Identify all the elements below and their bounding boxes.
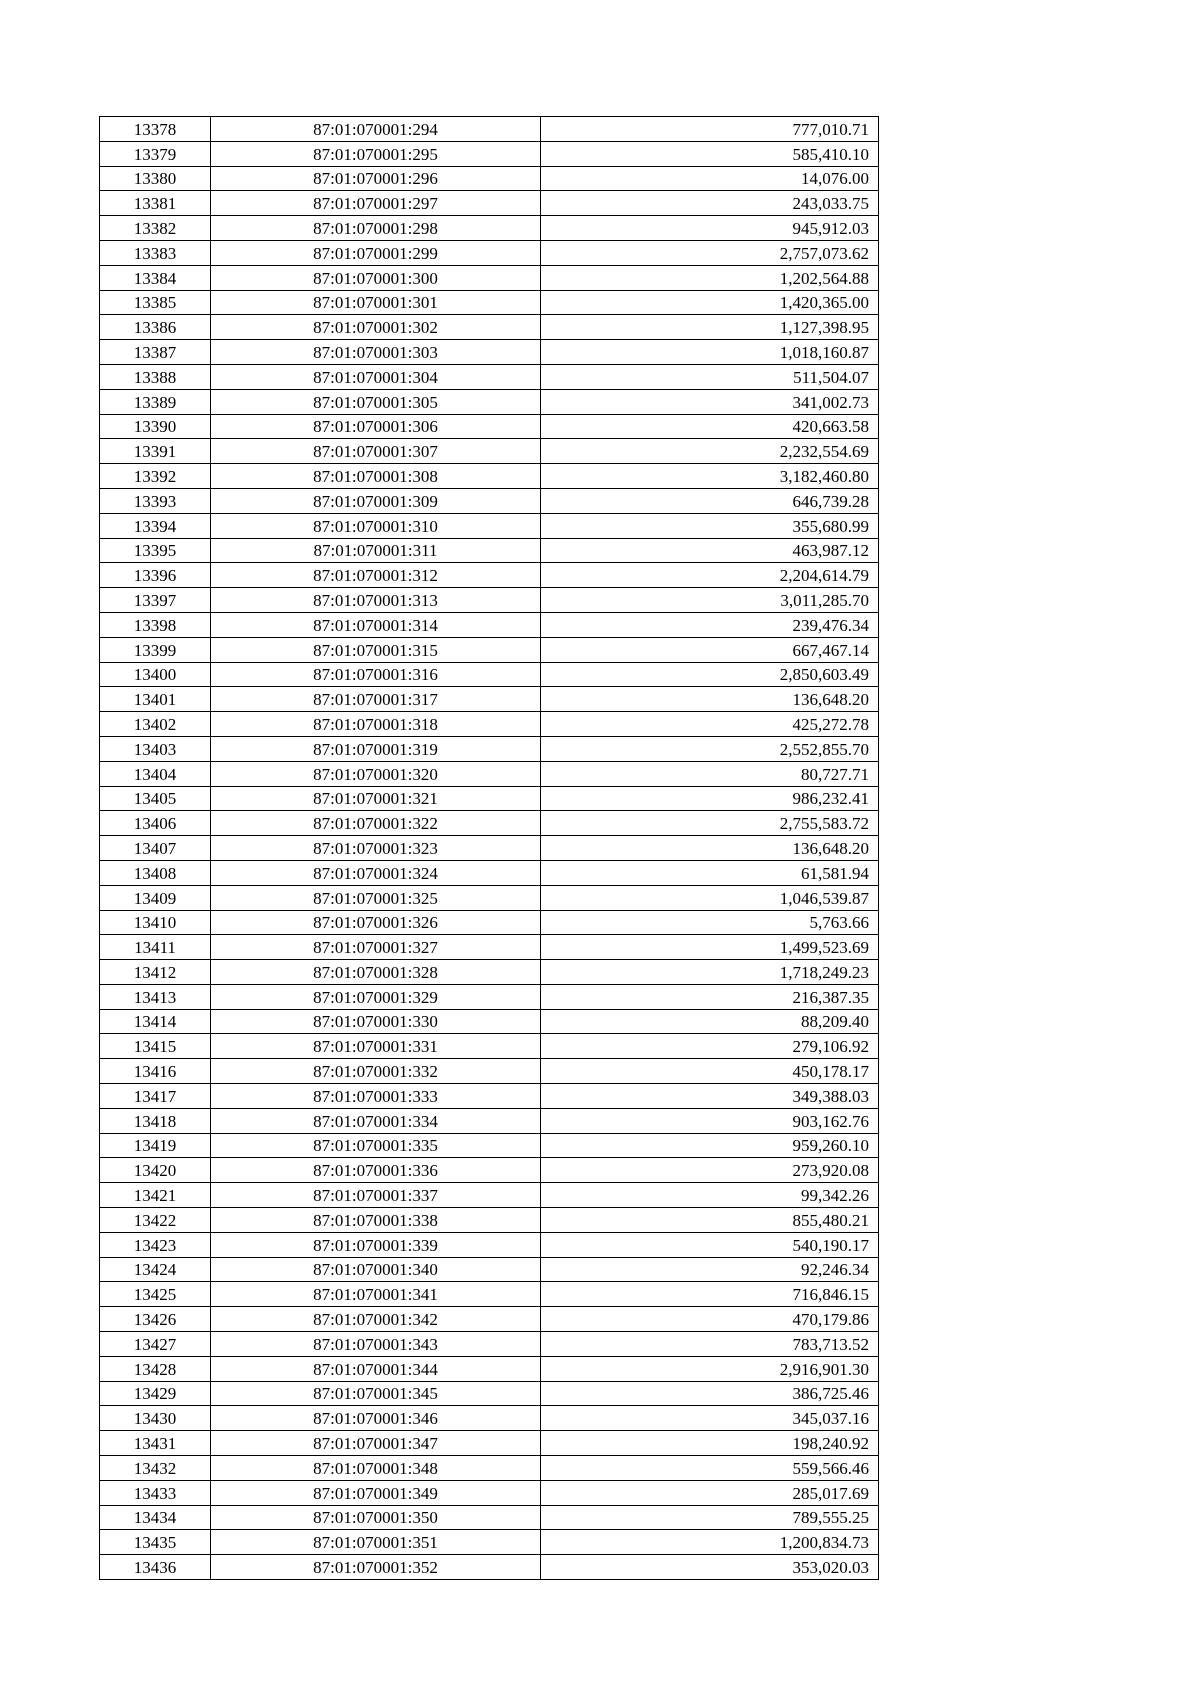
row-number: 13421 (100, 1183, 211, 1208)
value-amount: 646,739.28 (541, 488, 879, 513)
table-row (100, 1456, 879, 1481)
value-amount: 243,033.75 (541, 191, 879, 216)
value-amount: 585,410.10 (541, 141, 879, 166)
cadastral-number: 87:01:070001:309 (211, 488, 541, 513)
cadastral-number: 87:01:070001:327 (211, 935, 541, 960)
row-number: 13420 (100, 1158, 211, 1183)
table-row (100, 265, 879, 290)
row-number: 13416 (100, 1059, 211, 1084)
value-amount: 540,190.17 (541, 1232, 879, 1257)
value-amount: 559,566.46 (541, 1456, 879, 1481)
value-amount: 3,182,460.80 (541, 464, 879, 489)
table-row (100, 885, 879, 910)
value-amount: 386,725.46 (541, 1381, 879, 1406)
cadastral-number: 87:01:070001:319 (211, 736, 541, 761)
table-row (100, 1480, 879, 1505)
value-amount: 463,987.12 (541, 538, 879, 563)
value-amount: 345,037.16 (541, 1406, 879, 1431)
cadastral-number: 87:01:070001:303 (211, 340, 541, 365)
cadastral-number: 87:01:070001:306 (211, 414, 541, 439)
row-number: 13394 (100, 513, 211, 538)
cadastral-number: 87:01:070001:350 (211, 1505, 541, 1530)
row-number: 13424 (100, 1257, 211, 1282)
table-row (100, 191, 879, 216)
row-number: 13407 (100, 836, 211, 861)
table-row (100, 786, 879, 811)
cadastral-number: 87:01:070001:315 (211, 637, 541, 662)
table-row (100, 1084, 879, 1109)
cadastral-number: 87:01:070001:330 (211, 1009, 541, 1034)
row-number: 13391 (100, 439, 211, 464)
cadastral-number: 87:01:070001:332 (211, 1059, 541, 1084)
row-number: 13383 (100, 240, 211, 265)
value-amount: 1,018,160.87 (541, 340, 879, 365)
cadastral-number: 87:01:070001:333 (211, 1084, 541, 1109)
cadastral-number: 87:01:070001:307 (211, 439, 541, 464)
value-amount: 61,581.94 (541, 860, 879, 885)
value-amount: 273,920.08 (541, 1158, 879, 1183)
table-row (100, 1158, 879, 1183)
table-row (100, 1108, 879, 1133)
row-number: 13386 (100, 315, 211, 340)
value-amount: 279,106.92 (541, 1034, 879, 1059)
table-row (100, 662, 879, 687)
row-number: 13399 (100, 637, 211, 662)
cadastral-number: 87:01:070001:316 (211, 662, 541, 687)
cadastral-number: 87:01:070001:324 (211, 860, 541, 885)
row-number: 13422 (100, 1208, 211, 1233)
value-amount: 2,850,603.49 (541, 662, 879, 687)
row-number: 13387 (100, 340, 211, 365)
cadastral-number: 87:01:070001:349 (211, 1480, 541, 1505)
cadastral-number: 87:01:070001:317 (211, 687, 541, 712)
cadastral-number: 87:01:070001:343 (211, 1332, 541, 1357)
row-number: 13409 (100, 885, 211, 910)
row-number: 13412 (100, 960, 211, 985)
value-amount: 99,342.26 (541, 1183, 879, 1208)
row-number: 13384 (100, 265, 211, 290)
row-number: 13435 (100, 1530, 211, 1555)
cadastral-number: 87:01:070001:296 (211, 166, 541, 191)
row-number: 13429 (100, 1381, 211, 1406)
cadastral-number: 87:01:070001:320 (211, 761, 541, 786)
cadastral-number: 87:01:070001:338 (211, 1208, 541, 1233)
cadastral-number: 87:01:070001:301 (211, 290, 541, 315)
value-amount: 14,076.00 (541, 166, 879, 191)
row-number: 13417 (100, 1084, 211, 1109)
row-number: 13402 (100, 712, 211, 737)
table-row (100, 836, 879, 861)
row-number: 13381 (100, 191, 211, 216)
value-amount: 716,846.15 (541, 1282, 879, 1307)
row-number: 13410 (100, 910, 211, 935)
row-number: 13397 (100, 588, 211, 613)
row-number: 13414 (100, 1009, 211, 1034)
cadastral-number: 87:01:070001:311 (211, 538, 541, 563)
table-row (100, 1183, 879, 1208)
cadastral-number: 87:01:070001:295 (211, 141, 541, 166)
table-row (100, 761, 879, 786)
table-row (100, 488, 879, 513)
value-amount: 986,232.41 (541, 786, 879, 811)
table-row (100, 1059, 879, 1084)
cadastral-number: 87:01:070001:335 (211, 1133, 541, 1158)
cadastral-number: 87:01:070001:341 (211, 1282, 541, 1307)
row-number: 13382 (100, 216, 211, 241)
cadastral-number: 87:01:070001:346 (211, 1406, 541, 1431)
row-number: 13431 (100, 1431, 211, 1456)
value-amount: 855,480.21 (541, 1208, 879, 1233)
value-amount: 88,209.40 (541, 1009, 879, 1034)
row-number: 13433 (100, 1480, 211, 1505)
table-row (100, 1282, 879, 1307)
table-row (100, 1381, 879, 1406)
value-amount: 349,388.03 (541, 1084, 879, 1109)
cadastral-number: 87:01:070001:336 (211, 1158, 541, 1183)
value-amount: 1,202,564.88 (541, 265, 879, 290)
table-row (100, 166, 879, 191)
row-number: 13426 (100, 1307, 211, 1332)
table-row (100, 960, 879, 985)
cadastral-number: 87:01:070001:342 (211, 1307, 541, 1332)
table-row (100, 216, 879, 241)
value-amount: 2,232,554.69 (541, 439, 879, 464)
table-row (100, 389, 879, 414)
row-number: 13404 (100, 761, 211, 786)
row-number: 13398 (100, 612, 211, 637)
value-amount: 92,246.34 (541, 1257, 879, 1282)
table-row (100, 240, 879, 265)
cadastral-number: 87:01:070001:323 (211, 836, 541, 861)
cadastral-number: 87:01:070001:340 (211, 1257, 541, 1282)
row-number: 13390 (100, 414, 211, 439)
table-row (100, 984, 879, 1009)
value-amount: 2,552,855.70 (541, 736, 879, 761)
cadastral-number: 87:01:070001:345 (211, 1381, 541, 1406)
value-amount: 5,763.66 (541, 910, 879, 935)
cadastral-number: 87:01:070001:334 (211, 1108, 541, 1133)
cadastral-number: 87:01:070001:351 (211, 1530, 541, 1555)
value-amount: 355,680.99 (541, 513, 879, 538)
value-amount: 2,204,614.79 (541, 563, 879, 588)
table-row (100, 1133, 879, 1158)
value-amount: 80,727.71 (541, 761, 879, 786)
value-amount: 216,387.35 (541, 984, 879, 1009)
table-row (100, 1332, 879, 1357)
value-amount: 511,504.07 (541, 364, 879, 389)
table-row (100, 1530, 879, 1555)
row-number: 13392 (100, 464, 211, 489)
value-amount: 1,718,249.23 (541, 960, 879, 985)
cadastral-number: 87:01:070001:297 (211, 191, 541, 216)
row-number: 13403 (100, 736, 211, 761)
cadastral-number: 87:01:070001:313 (211, 588, 541, 613)
cadastral-number: 87:01:070001:322 (211, 811, 541, 836)
value-amount: 1,200,834.73 (541, 1530, 879, 1555)
cadastral-number: 87:01:070001:302 (211, 315, 541, 340)
table-row (100, 935, 879, 960)
row-number: 13419 (100, 1133, 211, 1158)
cadastral-number: 87:01:070001:331 (211, 1034, 541, 1059)
value-amount: 136,648.20 (541, 836, 879, 861)
table-row (100, 364, 879, 389)
value-amount: 420,663.58 (541, 414, 879, 439)
table-row (100, 141, 879, 166)
row-number: 13406 (100, 811, 211, 836)
row-number: 13395 (100, 538, 211, 563)
data-table (99, 116, 879, 1580)
table-row (100, 1034, 879, 1059)
cadastral-number: 87:01:070001:298 (211, 216, 541, 241)
table-body (100, 117, 879, 1580)
table-row (100, 1257, 879, 1282)
row-number: 13405 (100, 786, 211, 811)
table-row (100, 637, 879, 662)
table-row (100, 1505, 879, 1530)
cadastral-number: 87:01:070001:325 (211, 885, 541, 910)
table-row (100, 563, 879, 588)
row-number: 13408 (100, 860, 211, 885)
value-amount: 667,467.14 (541, 637, 879, 662)
cadastral-number: 87:01:070001:310 (211, 513, 541, 538)
value-amount: 450,178.17 (541, 1059, 879, 1084)
value-amount: 2,916,901.30 (541, 1356, 879, 1381)
table-row (100, 315, 879, 340)
cadastral-number: 87:01:070001:304 (211, 364, 541, 389)
table-row (100, 712, 879, 737)
cadastral-number: 87:01:070001:339 (211, 1232, 541, 1257)
cadastral-number: 87:01:070001:348 (211, 1456, 541, 1481)
row-number: 13378 (100, 117, 211, 142)
row-number: 13434 (100, 1505, 211, 1530)
table-row (100, 1406, 879, 1431)
value-amount: 903,162.76 (541, 1108, 879, 1133)
cadastral-number: 87:01:070001:314 (211, 612, 541, 637)
cadastral-number: 87:01:070001:328 (211, 960, 541, 985)
table-row (100, 1555, 879, 1580)
table-row (100, 1307, 879, 1332)
cadastral-number: 87:01:070001:299 (211, 240, 541, 265)
row-number: 13396 (100, 563, 211, 588)
value-amount: 136,648.20 (541, 687, 879, 712)
row-number: 13436 (100, 1555, 211, 1580)
row-number: 13427 (100, 1332, 211, 1357)
cadastral-number: 87:01:070001:300 (211, 265, 541, 290)
row-number: 13430 (100, 1406, 211, 1431)
cadastral-number: 87:01:070001:312 (211, 563, 541, 588)
cadastral-number: 87:01:070001:347 (211, 1431, 541, 1456)
cadastral-number: 87:01:070001:329 (211, 984, 541, 1009)
value-amount: 285,017.69 (541, 1480, 879, 1505)
cadastral-number: 87:01:070001:337 (211, 1183, 541, 1208)
cadastral-number: 87:01:070001:308 (211, 464, 541, 489)
table-row (100, 1009, 879, 1034)
value-amount: 425,272.78 (541, 712, 879, 737)
row-number: 13432 (100, 1456, 211, 1481)
cadastral-number: 87:01:070001:344 (211, 1356, 541, 1381)
value-amount: 470,179.86 (541, 1307, 879, 1332)
table-row (100, 687, 879, 712)
value-amount: 239,476.34 (541, 612, 879, 637)
value-amount: 198,240.92 (541, 1431, 879, 1456)
table-row (100, 811, 879, 836)
cadastral-number: 87:01:070001:321 (211, 786, 541, 811)
row-number: 13418 (100, 1108, 211, 1133)
row-number: 13423 (100, 1232, 211, 1257)
table-row (100, 736, 879, 761)
value-amount: 1,127,398.95 (541, 315, 879, 340)
table-row (100, 1208, 879, 1233)
table-row (100, 513, 879, 538)
value-amount: 2,757,073.62 (541, 240, 879, 265)
cadastral-number: 87:01:070001:318 (211, 712, 541, 737)
value-amount: 789,555.25 (541, 1505, 879, 1530)
row-number: 13411 (100, 935, 211, 960)
table-row (100, 1232, 879, 1257)
value-amount: 3,011,285.70 (541, 588, 879, 613)
value-amount: 1,499,523.69 (541, 935, 879, 960)
table-row (100, 612, 879, 637)
cadastral-number: 87:01:070001:326 (211, 910, 541, 935)
value-amount: 1,046,539.87 (541, 885, 879, 910)
row-number: 13425 (100, 1282, 211, 1307)
value-amount: 777,010.71 (541, 117, 879, 142)
value-amount: 353,020.03 (541, 1555, 879, 1580)
cadastral-number: 87:01:070001:305 (211, 389, 541, 414)
table-row (100, 117, 879, 142)
cadastral-number: 87:01:070001:352 (211, 1555, 541, 1580)
row-number: 13401 (100, 687, 211, 712)
row-number: 13379 (100, 141, 211, 166)
value-amount: 341,002.73 (541, 389, 879, 414)
row-number: 13380 (100, 166, 211, 191)
row-number: 13393 (100, 488, 211, 513)
table-row (100, 439, 879, 464)
table-row (100, 910, 879, 935)
row-number: 13385 (100, 290, 211, 315)
table-row (100, 860, 879, 885)
row-number: 13389 (100, 389, 211, 414)
table-row (100, 538, 879, 563)
value-amount: 959,260.10 (541, 1133, 879, 1158)
table-row (100, 340, 879, 365)
cadastral-number: 87:01:070001:294 (211, 117, 541, 142)
row-number: 13400 (100, 662, 211, 687)
row-number: 13428 (100, 1356, 211, 1381)
table-row (100, 1356, 879, 1381)
table-row (100, 588, 879, 613)
value-amount: 945,912.03 (541, 216, 879, 241)
row-number: 13415 (100, 1034, 211, 1059)
value-amount: 783,713.52 (541, 1332, 879, 1357)
table-row (100, 1431, 879, 1456)
table-row (100, 464, 879, 489)
row-number: 13413 (100, 984, 211, 1009)
value-amount: 1,420,365.00 (541, 290, 879, 315)
row-number: 13388 (100, 364, 211, 389)
table-row (100, 414, 879, 439)
table-row (100, 290, 879, 315)
value-amount: 2,755,583.72 (541, 811, 879, 836)
